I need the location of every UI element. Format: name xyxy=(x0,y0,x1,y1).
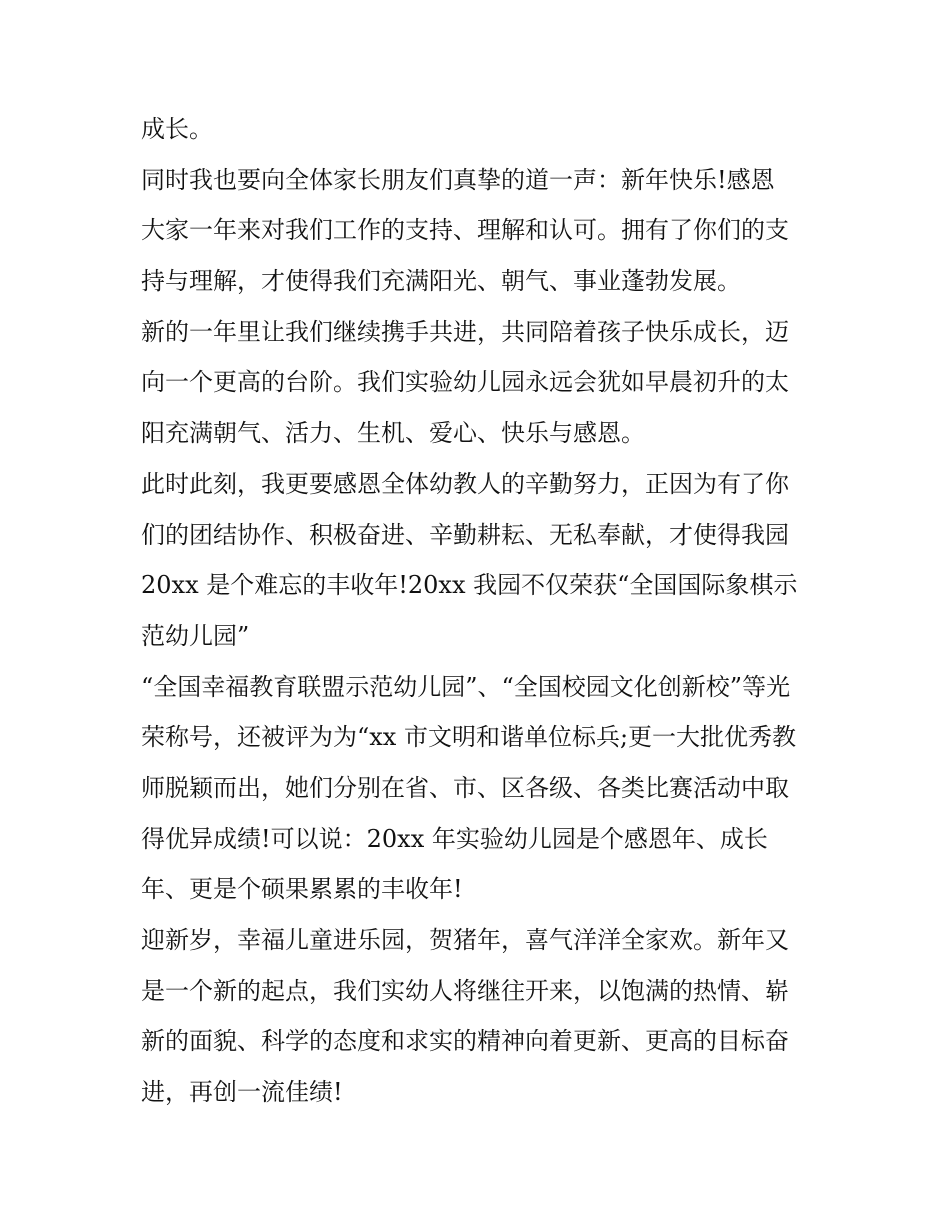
text-line: 成长。 xyxy=(141,115,213,143)
text-line: 20xx 是个难忘的丰收年!20xx 我园不仅荣获“全国国际象棋示 xyxy=(141,571,798,600)
text-line: 向一个更高的台阶。我们实验幼儿园永远会犹如早晨初升的太 xyxy=(141,368,789,397)
text-line: 新的面貌、科学的态度和求实的精神向着更新、更高的目标奋 xyxy=(141,1027,789,1056)
text-line: 年、更是个硕果累累的丰收年! xyxy=(141,875,463,904)
text-line: 新的一年里让我们继续携手共进，共同陪着孩子快乐成长，迈 xyxy=(141,317,789,346)
text-line: 荣称号，还被评为为“xx 市文明和谐单位标兵;更一大批优秀教 xyxy=(141,723,797,752)
text-line: 师脱颖而出，她们分别在省、市、区各级、各类比赛活动中取 xyxy=(141,773,789,802)
text-line: 们的团结协作、积极奋进、辛勤耕耘、无私奉献，才使得我园 xyxy=(141,520,789,549)
text-line: 同时我也要向全体家长朋友们真挚的道一声：新年快乐!感恩 xyxy=(141,165,775,194)
text-line: 阳充满朝气、活力、生机、爱心、快乐与感恩。 xyxy=(141,419,645,448)
text-line: “全国幸福教育联盟示范幼儿园”、“全国校园文化创新校”等光 xyxy=(141,672,791,701)
text-line: 是一个新的起点，我们实幼人将继往开来，以饱满的热情、崭 xyxy=(141,976,789,1005)
text-line: 迎新岁，幸福儿童进乐园，贺猪年，喜气洋洋全家欢。新年又 xyxy=(141,926,789,954)
text-line: 进，再创一流佳绩! xyxy=(141,1078,343,1107)
text-line: 大家一年来对我们工作的支持、理解和认可。拥有了你们的支 xyxy=(141,216,789,245)
text-line: 范幼儿园” xyxy=(141,621,250,650)
text-line: 此时此刻，我更要感恩全体幼教人的辛勤努力，正因为有了你 xyxy=(141,469,789,498)
body-text xyxy=(141,104,821,1118)
text-line: 持与理解，才使得我们充满阳光、朝气、事业蓬勃发展。 xyxy=(141,267,741,296)
text-line: 得优异成绩!可以说：20xx 年实验幼儿园是个感恩年、成长 xyxy=(141,824,768,853)
